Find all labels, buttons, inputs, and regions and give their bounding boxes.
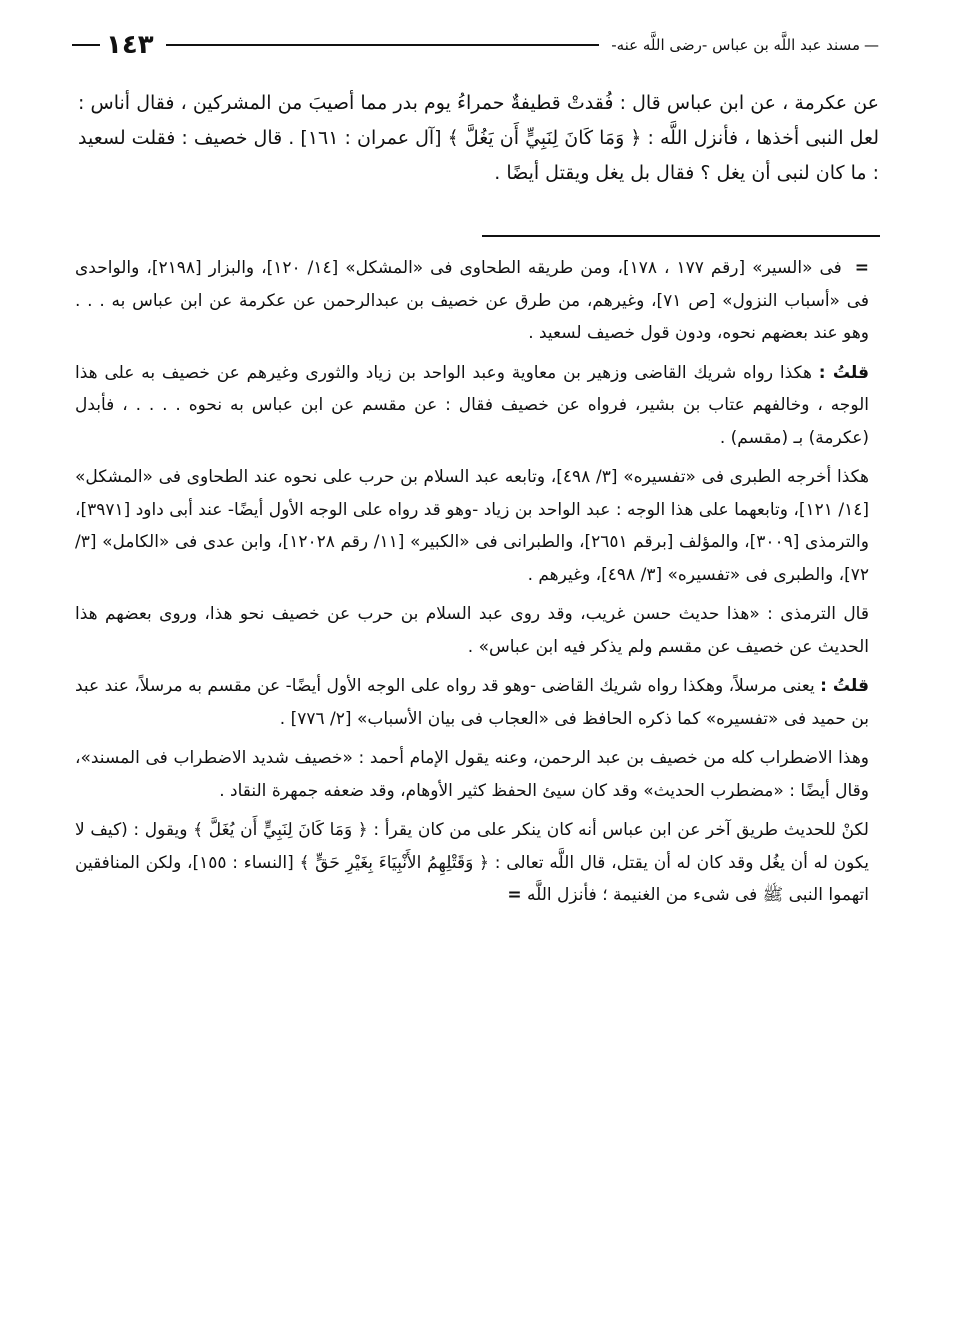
footnotes (75, 252, 869, 912)
footnote-text-6: وهذا الاضطراب كله من خصيف بن عبد الرحمن، وعنه يقول الإمام أحمد : «خصيف شديد الاضطراب فى المسند»، وقال أيضًا : «مضطرب الحديث» وقد كان سيئ الحفظ كثير الأوهام، وقد ضعفه جمهرة النقاد . (75, 748, 869, 801)
quran-verse-1: ﴿ وَمَا كَانَ لِنَبِيٍّ أَن يَغُلَّ ﴾ (447, 127, 642, 149)
footnote-paragraph-5 (75, 670, 869, 735)
qultu-label-2: قلتُ : (820, 676, 869, 696)
footnote-paragraph-4 (75, 598, 869, 663)
running-header (72, 30, 879, 60)
footnote-paragraph-6 (75, 742, 869, 807)
header-rule (166, 44, 600, 46)
footnote-paragraph-2 (75, 357, 869, 455)
footnote-text-4: قال الترمذى : «هذا حديث حسن غريب، وقد روى عبد السلام بن حرب عن خصيف نحو هذا، وروى بعضهم هذا الحديث عن خصيف عن مقسم ولم يذكر فيه ابن عباس» . (75, 604, 869, 657)
main-text (78, 86, 879, 191)
footnote-text-2: هكذا رواه شريك القاضى وزهير بن معاوية وعبد الواحد بن زياد والثورى وغيرهم عن خصيف به على هذا الوجه ، وخالفهم عتاب بن بشير، فرواه عن خصيف فقال : عن مقسم عن ابن عباس به نحوه . . . . ، فأبدل (عكرمة) بـ (مقسم) . (75, 362, 869, 448)
footnote-text-3: هكذا أخرجه الطبرى فى «تفسيره» [٣/ ٤٩٨]، وتابعه عبد السلام بن حرب على نحوه عند الطحاوى فى «المشكل» [١٤/ ١٢١]، وتابعهما على هذا الوجه : عبد الواحد بن زياد -وهو قد رواه على الوجه الأول أيضًا- عند أبى داود [٣٩٧١]، والترمذى [٣٠٠٩]، والمؤلف [برقم ٢٦٥١]، والطبرانى فى «الكبير» [١١/ رقم ١٢٠٢٨]، وابن عدى فى «الكامل» [٣/ ٧٢]، والطبرى فى «تفسيره» [٣/ ٤٩٨]، وغيرهم . (75, 467, 869, 585)
page-number: ١٤٣ (106, 30, 154, 60)
qultu-label-1: قلتُ : (818, 362, 869, 383)
main-paragraph-part2: [آل عمران : ١٦١] . قال خصيف : فقلت لسعيد : ما كان لنبى أن يغل ؟ فقال بل يغل ويقتل أيضًا . (78, 127, 879, 184)
main-paragraph-part1: عن عكرمة ، عن ابن عباس قال : فُقدتْ قطيفةٌ حمراءُ يوم بدر مما أصيبَ من المشركين ، فقال أناس : لعل النبى أخذها ، فأنزل اللَّه : (78, 92, 879, 149)
header-rule-end (72, 44, 100, 46)
footnote-paragraph-7 (75, 814, 869, 912)
footnote-text-5: يعنى مرسلاً، وهكذا رواه شريك القاضى -وهو قد رواه على الوجه الأول أيضًا- عن مقسم به مرسلاً، عند عبد بن حميد فى «تفسيره» كما ذكره الحافظ فى «العجاب فى بيان الأسباب» [٢/ ٧٧٦] . (75, 676, 869, 729)
footnote-paragraph-3 (75, 461, 869, 591)
header-dash: — (864, 36, 879, 54)
footnote-paragraph-1 (75, 252, 869, 350)
footnote-text-1: فى «السير» [رقم ١٧٧ ، ١٧٨]، ومن طريقه الطحاوى فى «المشكل» [١٤/ ١٢٠]، والبزار [٢١٩٨]، والواحدى فى «أسباب النزول» [ص ٧١]، وغيرهم، من طرق عن خصيف بن عبدالرحمن عن عكرمة عن ابن عباس به . . . وهو عند بعضهم نحوه، ودون قول خصيف لسعيد . (75, 258, 869, 343)
continuation-mark-start: = (854, 258, 869, 278)
header-title: مسند عبد اللَّه بن عباس -رضى اللَّه عنه- (611, 36, 860, 54)
footnote-text-7a: لكنْ للحديث طريق آخر عن ابن عباس أنه كان ينكر على من كان يقرأ : (373, 820, 869, 840)
quran-verse-2: ﴿ وَمَا كَانَ لِنَبِيٍّ أَن يُغَلَّ ﴾ (193, 820, 368, 840)
quran-verse-3: ﴿ وَقَتْلِهِمُ الأَنْبِيَاءَ بِغَيْرِ حَقٍّ ﴾ (299, 852, 490, 873)
footnote-text-7c: [النساء : ١٥٥]، ولكن المنافقين اتهموا النبى ﷺ فى شىء من الغنيمة ؛ فأنزل اللَّه (75, 852, 869, 905)
footnote-text-7b: ويقول : (كيف لا يكون له أن يغُل وقد كان له أن يقتل، قال اللَّه تعالى : (75, 820, 870, 873)
footnote-separator (482, 235, 880, 237)
continuation-mark-end: = (507, 885, 522, 905)
